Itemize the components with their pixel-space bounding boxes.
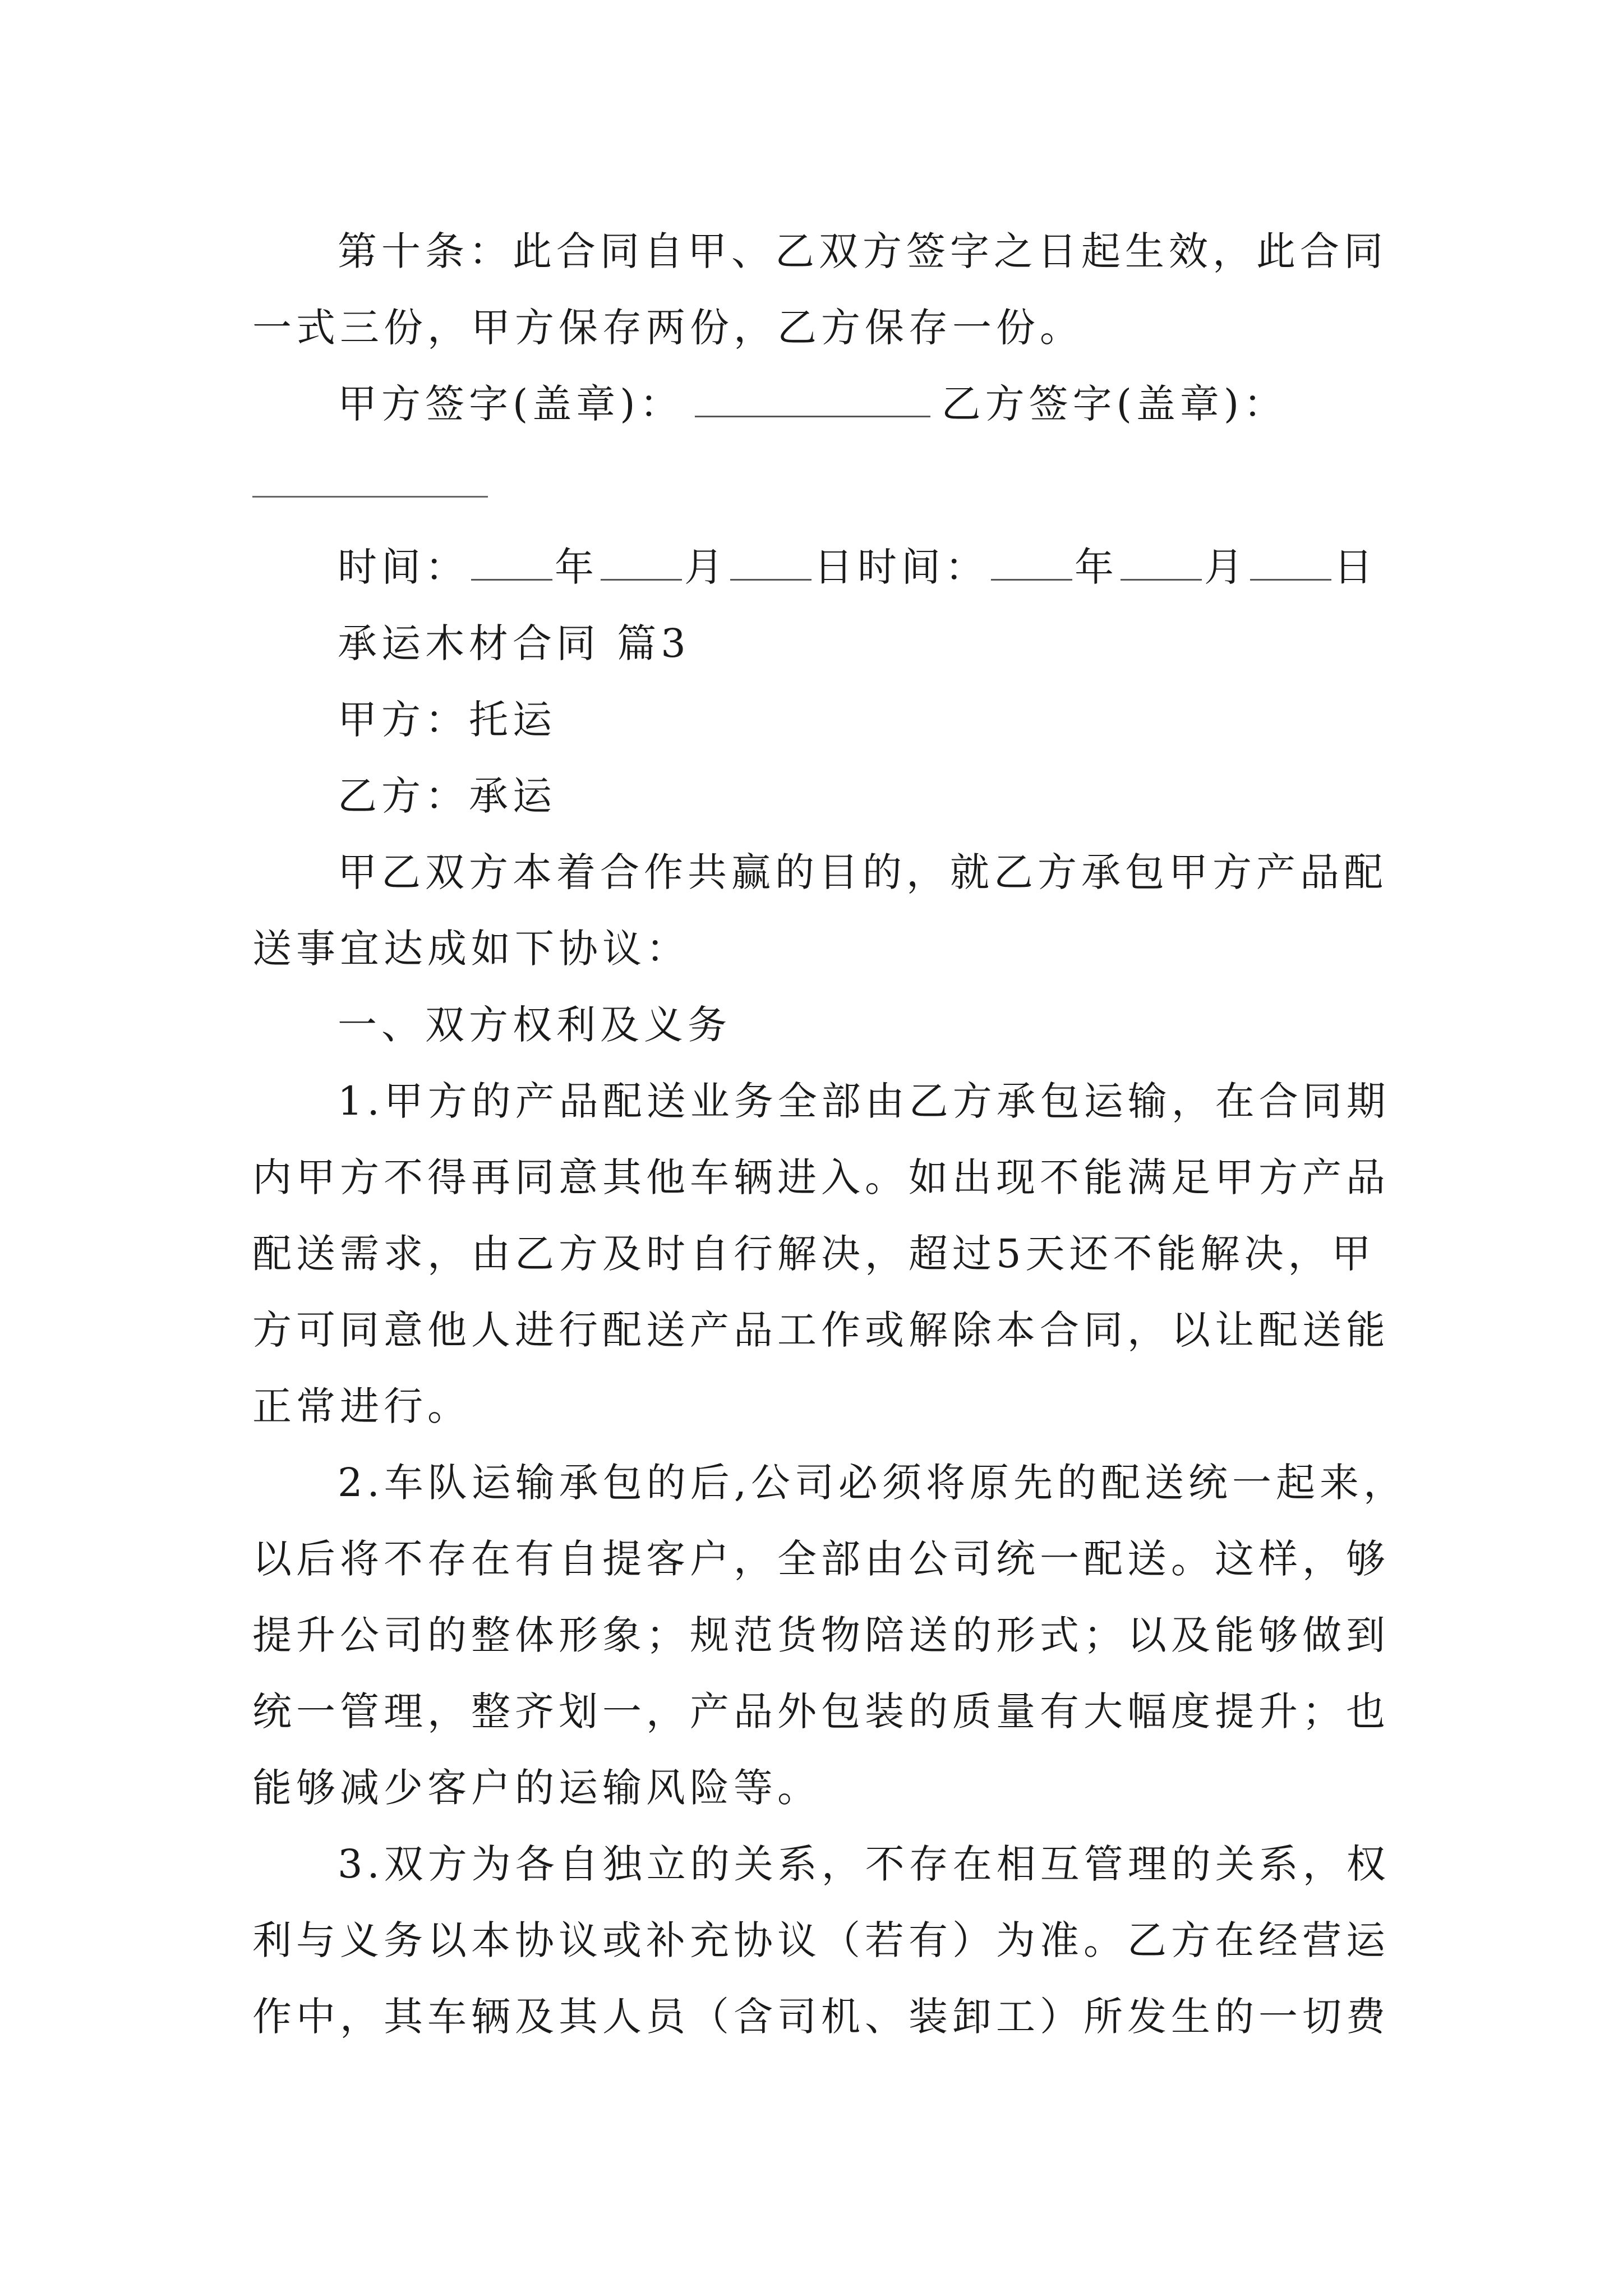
item-1-line-1: 1.甲方的产品配送业务全部由乙方承包运输，在合同期 [338,1078,1390,1124]
year-blank-b [991,540,1072,581]
month-label-b: 月 [1204,544,1248,590]
item-3-line-3: 作中，其车辆及其人员（含司机、装卸工）所发生的一切费 [252,1994,1390,2040]
time-label-a: 时间： [338,544,469,590]
item-2-line-5: 能够减少客户的运输风险等。 [252,1765,821,1811]
day-time-label: 日时间： [814,544,989,590]
month-label-a: 月 [684,544,728,590]
item-3-line-2: 利与义务以本协议或补充协议（若有）为准。乙方在经营运 [252,1917,1390,1963]
item-2-line-3: 提升公司的整体形象；规范货物陪送的形式；以及能够做到 [252,1612,1390,1658]
heading-rights-obligations: 一、双方权利及义务 [338,1002,731,1048]
party-a-signature-label: 甲方签字(盖章)： [338,381,684,427]
item-2-line-2: 以后将不存在有自提客户，全部由公司统一配送。这样，够 [252,1536,1390,1582]
section-title: 承运木材合同 篇3 [338,620,690,666]
item-1-line-2: 内甲方不得再同意其他车辆进入。如出现不能满足甲方产品 [252,1154,1390,1200]
article-10-line-2: 一式三份，甲方保存两份，乙方保存一份。 [252,305,1083,351]
day-label-b: 日 [1334,544,1377,590]
party-b-signature-label: 乙方签字(盖章)： [941,381,1288,427]
item-2-line-1: 2.车队运输承包的后,公司必须将原先的配送统一起来， [338,1460,1408,1506]
day-blank-a [730,540,811,581]
item-1-line-4: 方可同意他人进行配送产品工作或解除本合同，以让配送能 [252,1307,1390,1353]
month-blank-a [601,540,682,581]
intro-line-1: 甲乙双方本着合作共赢的目的，就乙方承包甲方产品配 [338,849,1387,895]
article-10-line-1: 第十条：此合同自甲、乙双方签字之日起生效，此合同 [338,228,1387,274]
party-a-line: 甲方：托运 [338,697,556,743]
item-2-line-4: 统一管理，整齐划一，产品外包装的质量有大幅度提升；也 [252,1688,1390,1734]
year-label-b: 年 [1075,544,1118,590]
year-label-a: 年 [555,544,598,590]
document-body [252,213,1408,2055]
party-b-signature-blank [252,457,488,498]
year-blank-a [471,540,552,581]
month-blank-b [1121,540,1202,581]
intro-line-2: 送事宜达成如下协议： [252,926,690,972]
day-blank-b [1250,540,1331,581]
item-1-line-5: 正常进行。 [252,1383,471,1429]
item-3-line-1: 3.双方为各自独立的关系，不存在相互管理的关系，权 [338,1841,1390,1887]
party-b-line: 乙方：承运 [338,773,556,819]
time-line [252,529,1377,605]
party-a-signature-blank [695,376,930,417]
signature-line [252,366,1374,442]
item-1-line-3: 配送需求，由乙方及时自行解决，超过5天还不能解决，甲 [252,1231,1376,1277]
